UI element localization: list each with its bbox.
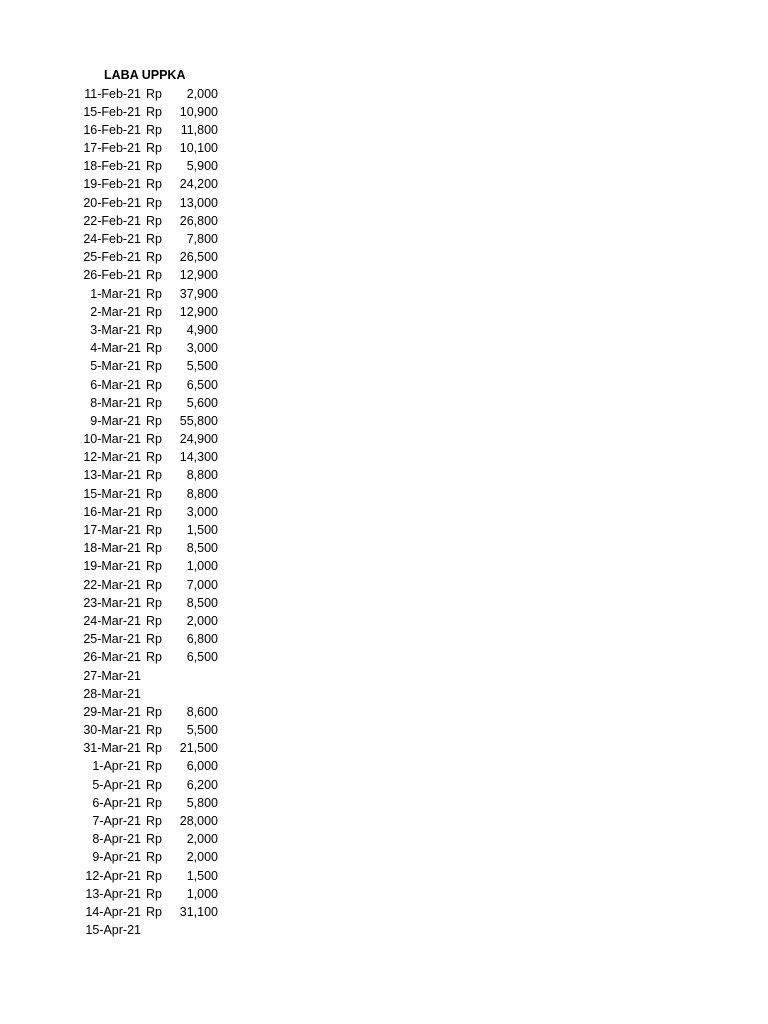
date-cell[interactable]: 14-Apr-21 (85, 904, 141, 919)
date-cell[interactable]: 16-Mar-21 (83, 504, 141, 519)
date-cell[interactable]: 6-Mar-21 (90, 377, 141, 392)
date-cell[interactable]: 24-Feb-21 (83, 232, 141, 246)
table-row (0, 630, 768, 648)
table-row (0, 103, 768, 121)
amount-cell[interactable]: 26,800 (179, 213, 218, 228)
currency-cell[interactable]: Rp (146, 795, 162, 810)
amount-cell[interactable]: 8,600 (186, 704, 218, 719)
currency-cell[interactable]: Rp (146, 814, 162, 828)
currency-cell[interactable]: Rp (146, 159, 162, 174)
date-cell[interactable]: 11-Feb-21 (84, 86, 141, 101)
date-cell[interactable]: 1-Mar-21 (90, 286, 141, 301)
date-cell[interactable]: 23-Mar-21 (83, 595, 141, 610)
table-row (0, 648, 768, 666)
date-cell[interactable]: 22-Mar-21 (83, 577, 141, 592)
amount-cell[interactable]: 5,500 (186, 723, 218, 738)
table-row (0, 612, 768, 630)
amount-cell[interactable]: 10,100 (179, 141, 218, 156)
currency-cell[interactable]: Rp (146, 777, 162, 792)
amount-cell[interactable]: 24,200 (179, 177, 218, 192)
date-cell[interactable]: 8-Apr-21 (92, 832, 141, 847)
date-cell[interactable]: 19-Mar-21 (83, 559, 141, 574)
amount-cell[interactable]: 2,000 (186, 613, 218, 628)
currency-cell[interactable]: Rp (146, 341, 162, 356)
currency-cell[interactable]: Rp (146, 850, 162, 865)
table-row (0, 303, 768, 321)
table-row (0, 230, 768, 248)
currency-cell[interactable]: Rp (146, 704, 162, 719)
table-row (0, 321, 768, 339)
amount-cell[interactable]: 55,800 (179, 413, 218, 428)
currency-cell[interactable]: Rp (146, 650, 162, 665)
currency-cell[interactable]: Rp (146, 268, 162, 283)
date-cell[interactable]: 15-Apr-21 (85, 923, 141, 938)
currency-cell[interactable]: Rp (146, 86, 162, 101)
currency-cell[interactable]: Rp (146, 832, 162, 847)
table-row (0, 194, 768, 212)
currency-cell[interactable]: Rp (146, 523, 162, 537)
currency-cell[interactable]: Rp (146, 250, 162, 265)
table-row (0, 594, 768, 612)
amount-cell[interactable]: 12,900 (179, 304, 218, 319)
currency-cell[interactable]: Rp (146, 377, 162, 392)
amount-cell[interactable]: 10,900 (179, 104, 218, 119)
amount-cell[interactable]: 4,900 (186, 322, 218, 337)
amount-cell[interactable]: 6,200 (186, 777, 218, 792)
currency-cell[interactable]: Rp (146, 395, 162, 410)
currency-cell[interactable]: Rp (146, 304, 162, 319)
amount-cell[interactable]: 6,500 (186, 377, 218, 392)
amount-cell[interactable]: 3,000 (186, 504, 218, 519)
amount-cell[interactable]: 5,600 (186, 395, 218, 410)
currency-cell[interactable]: Rp (146, 141, 162, 156)
date-cell[interactable]: 15-Feb-21 (83, 104, 141, 119)
amount-cell[interactable]: 37,900 (179, 286, 218, 301)
amount-cell[interactable]: 7,800 (186, 232, 218, 246)
table-row (0, 721, 768, 739)
date-cell[interactable]: 12-Mar-21 (83, 450, 141, 465)
date-cell[interactable]: 13-Apr-21 (85, 886, 141, 901)
currency-cell[interactable]: Rp (146, 232, 162, 246)
table-row (0, 248, 768, 266)
currency-cell[interactable]: Rp (146, 432, 162, 447)
date-cell[interactable]: 17-Feb-21 (83, 141, 141, 156)
currency-cell[interactable]: Rp (146, 904, 162, 919)
table-row (0, 412, 768, 430)
table-row (0, 885, 768, 903)
date-cell[interactable]: 25-Mar-21 (83, 632, 141, 647)
table-row (0, 685, 768, 703)
date-cell[interactable]: 1-Apr-21 (92, 759, 141, 774)
table-row (0, 576, 768, 594)
table-row (0, 812, 768, 830)
table-row (0, 757, 768, 775)
table-row (0, 703, 768, 721)
currency-cell[interactable]: Rp (146, 577, 162, 592)
date-cell[interactable]: 3-Mar-21 (90, 322, 141, 337)
currency-cell[interactable]: Rp (146, 122, 162, 137)
currency-cell[interactable]: Rp (146, 595, 162, 610)
currency-cell[interactable]: Rp (146, 213, 162, 228)
amount-cell[interactable]: 2,000 (186, 832, 218, 847)
table-row (0, 776, 768, 794)
table-row (0, 539, 768, 557)
date-cell[interactable]: 26-Feb-21 (83, 268, 141, 283)
date-cell[interactable]: 10-Mar-21 (83, 432, 141, 447)
table-row (0, 521, 768, 539)
table-row (0, 667, 768, 685)
date-cell[interactable]: 5-Apr-21 (92, 777, 141, 792)
sheet-title: LABA UPPKA (104, 68, 186, 82)
table-row (0, 430, 768, 448)
amount-cell[interactable]: 6,000 (186, 759, 218, 774)
table-row (0, 921, 768, 939)
amount-cell[interactable]: 11,800 (180, 122, 218, 137)
amount-cell[interactable]: 26,500 (179, 250, 218, 265)
date-cell[interactable]: 30-Mar-21 (83, 723, 141, 738)
currency-cell[interactable]: Rp (146, 177, 162, 192)
date-cell[interactable]: 17-Mar-21 (83, 523, 141, 537)
currency-cell[interactable]: Rp (146, 868, 162, 883)
currency-cell[interactable]: Rp (146, 450, 162, 465)
date-cell[interactable]: 26-Mar-21 (83, 650, 141, 665)
table-row (0, 212, 768, 230)
currency-cell[interactable]: Rp (146, 886, 162, 901)
currency-cell[interactable]: Rp (146, 322, 162, 337)
amount-cell[interactable]: 3,000 (186, 341, 218, 356)
amount-cell[interactable]: 1,500 (186, 523, 218, 537)
table-row (0, 503, 768, 521)
amount-cell[interactable]: 21,500 (179, 741, 218, 756)
amount-cell[interactable]: 8,800 (186, 468, 218, 483)
currency-cell[interactable]: Rp (146, 104, 162, 119)
amount-cell[interactable]: 7,000 (186, 577, 218, 592)
table-row (0, 557, 768, 575)
amount-cell[interactable]: 5,900 (186, 159, 218, 174)
amount-cell[interactable]: 5,800 (186, 795, 218, 810)
table-row (0, 903, 768, 921)
amount-cell[interactable]: 12,900 (179, 268, 218, 283)
date-cell[interactable]: 4-Mar-21 (90, 341, 141, 356)
table-row (0, 339, 768, 357)
amount-cell[interactable]: 13,000 (179, 195, 218, 210)
currency-cell[interactable]: Rp (146, 286, 162, 301)
date-cell[interactable]: 2-Mar-21 (90, 304, 141, 319)
date-cell[interactable]: 25-Feb-21 (83, 250, 141, 265)
date-cell[interactable]: 19-Feb-21 (83, 177, 141, 192)
currency-cell[interactable]: Rp (146, 559, 162, 574)
date-cell[interactable]: 31-Mar-21 (83, 741, 141, 756)
table-row (0, 175, 768, 193)
table-row (0, 357, 768, 375)
date-cell[interactable]: 29-Mar-21 (83, 704, 141, 719)
date-cell[interactable]: 27-Mar-21 (83, 668, 141, 683)
date-cell[interactable]: 13-Mar-21 (83, 468, 141, 483)
currency-cell[interactable]: Rp (146, 504, 162, 519)
table-row (0, 867, 768, 885)
date-cell[interactable]: 9-Apr-21 (92, 850, 141, 865)
amount-cell[interactable]: 24,900 (179, 432, 218, 447)
date-cell[interactable]: 6-Apr-21 (92, 795, 141, 810)
currency-cell[interactable]: Rp (146, 486, 162, 501)
date-cell[interactable]: 7-Apr-21 (92, 814, 141, 828)
currency-cell[interactable]: Rp (146, 613, 162, 628)
amount-cell[interactable]: 28,000 (179, 814, 218, 828)
amount-cell[interactable]: 6,500 (186, 650, 218, 665)
currency-cell[interactable]: Rp (146, 741, 162, 756)
table-row (0, 794, 768, 812)
date-cell[interactable]: 24-Mar-21 (83, 613, 141, 628)
table-row (0, 830, 768, 848)
table-row (0, 139, 768, 157)
amount-cell[interactable]: 31,100 (179, 904, 218, 919)
amount-cell[interactable]: 1,000 (186, 559, 218, 574)
currency-cell[interactable]: Rp (146, 413, 162, 428)
table-row (0, 266, 768, 284)
currency-cell[interactable]: Rp (146, 359, 162, 374)
table-row (0, 121, 768, 139)
table-row (0, 376, 768, 394)
currency-cell[interactable]: Rp (146, 541, 162, 556)
currency-cell[interactable]: Rp (146, 195, 162, 210)
table-row (0, 466, 768, 484)
table-row (0, 485, 768, 503)
table-row (0, 157, 768, 175)
date-cell[interactable]: 12-Apr-21 (85, 868, 141, 883)
currency-cell[interactable]: Rp (146, 723, 162, 738)
date-cell[interactable]: 8-Mar-21 (90, 395, 141, 410)
amount-cell[interactable]: 8,500 (186, 541, 218, 556)
table-row (0, 285, 768, 303)
date-cell[interactable]: 22-Feb-21 (83, 213, 141, 228)
currency-cell[interactable]: Rp (146, 632, 162, 647)
amount-cell[interactable]: 8,500 (186, 595, 218, 610)
amount-cell[interactable]: 5,500 (186, 359, 218, 374)
table-row (0, 848, 768, 866)
amount-cell[interactable]: 1,000 (186, 886, 218, 901)
date-cell[interactable]: 15-Mar-21 (83, 486, 141, 501)
amount-cell[interactable]: 1,500 (186, 868, 218, 883)
date-cell[interactable]: 20-Feb-21 (83, 195, 141, 210)
table-row (0, 394, 768, 412)
date-cell[interactable]: 16-Feb-21 (83, 122, 141, 137)
table-row (0, 739, 768, 757)
amount-cell[interactable]: 2,000 (186, 86, 218, 101)
currency-cell[interactable]: Rp (146, 468, 162, 483)
date-cell[interactable]: 28-Mar-21 (83, 686, 141, 701)
table-row (0, 448, 768, 466)
amount-cell[interactable]: 8,800 (186, 486, 218, 501)
date-cell[interactable]: 9-Mar-21 (90, 413, 141, 428)
date-cell[interactable]: 18-Mar-21 (83, 541, 141, 556)
amount-cell[interactable]: 2,000 (186, 850, 218, 865)
date-cell[interactable]: 18-Feb-21 (83, 159, 141, 174)
amount-cell[interactable]: 6,800 (186, 632, 218, 647)
currency-cell[interactable]: Rp (146, 759, 162, 774)
amount-cell[interactable]: 14,300 (179, 450, 218, 465)
table-row (0, 85, 768, 103)
data-rows (0, 85, 768, 940)
date-cell[interactable]: 5-Mar-21 (90, 359, 141, 374)
